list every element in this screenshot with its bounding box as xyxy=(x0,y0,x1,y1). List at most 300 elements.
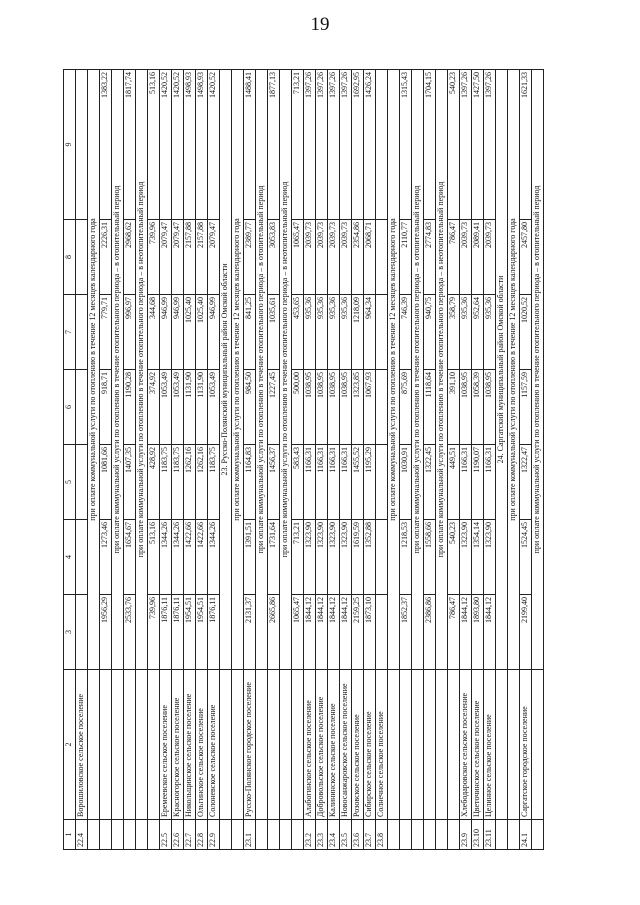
column-number: 2 xyxy=(64,670,76,820)
value-cell: 984,50 xyxy=(244,370,256,445)
condition-note-row xyxy=(136,70,148,850)
empty-cell xyxy=(280,670,292,820)
value-cell: 1420,52 xyxy=(208,70,220,220)
name-cell: Никольщинское сельское поселение xyxy=(184,670,196,820)
code-cell: 23.6 xyxy=(352,820,364,850)
value-cell: 1030,91 xyxy=(400,445,412,520)
value-cell xyxy=(376,295,388,370)
value-cell: 1038,95 xyxy=(460,370,472,445)
value-cell: 1131,90 xyxy=(196,370,208,445)
code-cell: 22.5 xyxy=(160,820,172,850)
value-cell: 1322,45 xyxy=(424,445,436,520)
table-row xyxy=(472,70,484,850)
value-cell: 344,68 xyxy=(148,295,160,370)
value-cell: 2039,73 xyxy=(340,220,352,295)
empty-cell xyxy=(112,670,124,820)
value-cell: 513,16 xyxy=(148,70,160,220)
condition-note-row xyxy=(508,70,520,850)
value-cell: 1183,75 xyxy=(160,445,172,520)
value-cell: 713,21 xyxy=(292,70,304,220)
empty-cell xyxy=(532,670,544,820)
value-cell: 2039,73 xyxy=(316,220,328,295)
empty-cell xyxy=(412,820,424,850)
value-cell: 1397,26 xyxy=(304,70,316,220)
value-cell: 2110,77 xyxy=(400,220,412,295)
value-cell: 1183,75 xyxy=(172,445,184,520)
value-cell: 1273,46 xyxy=(100,520,112,595)
name-cell: Целинное сельское поселение xyxy=(484,670,496,820)
table-row xyxy=(304,70,316,850)
value-cell: 1731,64 xyxy=(268,520,280,595)
value-cell: 2068,71 xyxy=(364,220,376,295)
empty-cell xyxy=(136,820,148,850)
value-cell: 1619,59 xyxy=(352,520,364,595)
table-row xyxy=(400,70,412,850)
value-cell: 1065,47 xyxy=(292,595,304,670)
value-cell: 935,36 xyxy=(304,295,316,370)
value-cell: 1391,51 xyxy=(244,520,256,595)
table-row xyxy=(460,70,472,850)
value-cell: 1020,52 xyxy=(520,295,532,370)
name-cell xyxy=(448,670,460,820)
value-cell: 1081,66 xyxy=(100,445,112,520)
value-cell: 1692,95 xyxy=(352,70,364,220)
value-cell: 1323,90 xyxy=(328,520,340,595)
value-cell: 2389,77 xyxy=(244,220,256,295)
value-cell: 453,65 xyxy=(292,295,304,370)
value-cell: 1852,37 xyxy=(400,595,412,670)
value-cell: 1397,26 xyxy=(316,70,328,220)
region-heading: 24. Саргатский муниципальный район Омской области xyxy=(496,70,508,670)
value-cell: 935,36 xyxy=(484,295,496,370)
empty-cell xyxy=(496,820,508,850)
value-cell: 1621,33 xyxy=(520,70,532,220)
name-cell: Ольгинское сельское поселение xyxy=(196,670,208,820)
condition-note: при оплате коммунальной услуги по отоплению в течение 12 месяцев календарного года xyxy=(232,70,244,670)
value-cell: 2533,76 xyxy=(124,595,136,670)
empty-cell xyxy=(88,820,100,850)
condition-note: при оплате коммунальной услуги по отоплению в течение отопительного периода – в отопительный период xyxy=(532,70,544,670)
empty-cell xyxy=(412,670,424,820)
value-cell: 1323,85 xyxy=(352,370,364,445)
empty-cell xyxy=(280,820,292,850)
value-cell: 1053,49 xyxy=(208,370,220,445)
table-row xyxy=(208,70,220,850)
value-cell: 1053,49 xyxy=(172,370,184,445)
code-cell: 23.5 xyxy=(340,820,352,850)
code-cell: 23.4 xyxy=(328,820,340,850)
table-row xyxy=(124,70,136,850)
code-cell: 23.2 xyxy=(304,820,316,850)
code-cell xyxy=(124,820,136,850)
condition-note: при оплате коммунальной услуги по отоплению в течение отопительного периода – в неотопительный период xyxy=(436,70,448,670)
value-cell: 1190,28 xyxy=(124,370,136,445)
value-cell: 358,79 xyxy=(448,295,460,370)
value-cell: 1704,15 xyxy=(424,70,436,220)
value-cell: 1654,67 xyxy=(124,520,136,595)
value-cell: 1218,09 xyxy=(352,295,364,370)
name-cell: Алабогинское сельское поселение xyxy=(304,670,316,820)
value-cell: 946,99 xyxy=(172,295,184,370)
value-cell: 1323,90 xyxy=(460,520,472,595)
value-cell: 1344,26 xyxy=(172,520,184,595)
value-cell: 1038,95 xyxy=(328,370,340,445)
value-cell: 1025,40 xyxy=(184,295,196,370)
empty-cell xyxy=(220,820,232,850)
value-cell: 428,92 xyxy=(148,445,160,520)
value-cell: 1058,39 xyxy=(472,370,484,445)
value-cell: 2968,62 xyxy=(124,220,136,295)
table-row xyxy=(268,70,280,850)
condition-note: при оплате коммунальной услуги по отоплению в течение 12 месяцев календарного года xyxy=(508,70,520,670)
empty-cell xyxy=(436,820,448,850)
value-cell: 964,34 xyxy=(364,295,376,370)
value-cell: 1893,80 xyxy=(472,595,484,670)
value-cell: 996,97 xyxy=(124,295,136,370)
value-cell: 1844,12 xyxy=(484,595,496,670)
value-cell: 1422,66 xyxy=(196,520,208,595)
value-cell: 786,47 xyxy=(448,595,460,670)
value-cell xyxy=(76,445,88,520)
code-cell xyxy=(424,820,436,850)
value-cell: 946,99 xyxy=(208,295,220,370)
condition-note-row xyxy=(532,70,544,850)
name-cell xyxy=(292,670,304,820)
column-number: 7 xyxy=(64,295,76,370)
name-cell xyxy=(124,670,136,820)
value-cell: 746,39 xyxy=(400,295,412,370)
condition-note: при оплате коммунальной услуги по отоплению в течение отопительного периода – в отопительный период xyxy=(256,70,268,670)
value-cell xyxy=(76,295,88,370)
value-cell: 739,96 xyxy=(148,220,160,295)
table-row xyxy=(424,70,436,850)
value-cell: 1067,93 xyxy=(364,370,376,445)
name-cell: Солнечное сельское поселение xyxy=(376,670,388,820)
empty-cell xyxy=(232,820,244,850)
value-cell: 2079,47 xyxy=(160,220,172,295)
condition-note: при оплате коммунальной услуги по отоплению в течение 12 месяцев календарного года xyxy=(88,70,100,670)
value-cell: 935,36 xyxy=(460,295,472,370)
value-cell: 935,36 xyxy=(328,295,340,370)
value-cell: 1873,10 xyxy=(364,595,376,670)
value-cell: 1262,16 xyxy=(184,445,196,520)
column-number: 4 xyxy=(64,520,76,595)
value-cell: 540,23 xyxy=(448,70,460,220)
value-cell: 1488,41 xyxy=(244,70,256,220)
column-number-row xyxy=(64,70,76,850)
table-row xyxy=(340,70,352,850)
value-cell: 500,00 xyxy=(292,370,304,445)
value-cell: 1323,90 xyxy=(304,520,316,595)
name-cell: Хлебодаровское сельское поселение xyxy=(460,670,472,820)
value-cell: 374,92 xyxy=(148,370,160,445)
value-cell: 583,43 xyxy=(292,445,304,520)
value-cell: 1190,07 xyxy=(472,445,484,520)
value-cell: 1498,93 xyxy=(184,70,196,220)
page-number: 19 xyxy=(310,14,330,35)
name-cell: Цветочинское сельское поселение xyxy=(472,670,484,820)
code-cell xyxy=(268,820,280,850)
condition-note-row xyxy=(256,70,268,850)
code-cell: 22.6 xyxy=(172,820,184,850)
value-cell: 1876,11 xyxy=(172,595,184,670)
value-cell: 1877,13 xyxy=(268,70,280,220)
empty-cell xyxy=(220,670,232,820)
value-cell xyxy=(76,220,88,295)
value-cell: 540,23 xyxy=(448,520,460,595)
name-cell: Калининское сельское поселение xyxy=(328,670,340,820)
empty-cell xyxy=(496,670,508,820)
value-cell: 1166,31 xyxy=(484,445,496,520)
value-cell: 1038,95 xyxy=(484,370,496,445)
value-cell: 2039,73 xyxy=(328,220,340,295)
value-cell: 841,25 xyxy=(244,295,256,370)
table-row xyxy=(148,70,160,850)
column-number: 1 xyxy=(64,820,76,850)
code-cell: 23.10 xyxy=(472,820,484,850)
value-cell: 1558,66 xyxy=(424,520,436,595)
code-cell xyxy=(292,820,304,850)
name-cell: Красногорское сельское поселение xyxy=(172,670,184,820)
empty-cell xyxy=(88,670,100,820)
value-cell: 391,10 xyxy=(448,370,460,445)
table-row xyxy=(292,70,304,850)
value-cell: 513,16 xyxy=(148,520,160,595)
name-cell: Саргатское городское поселение xyxy=(520,670,532,820)
value-cell: 2354,86 xyxy=(352,220,364,295)
value-cell: 1456,37 xyxy=(268,445,280,520)
table-row xyxy=(328,70,340,850)
table-row xyxy=(364,70,376,850)
value-cell xyxy=(376,220,388,295)
value-cell: 935,36 xyxy=(340,295,352,370)
value-cell: 1218,53 xyxy=(400,520,412,595)
value-cell: 1954,51 xyxy=(184,595,196,670)
empty-cell xyxy=(256,820,268,850)
value-cell: 946,99 xyxy=(160,295,172,370)
value-cell: 1164,83 xyxy=(244,445,256,520)
value-cell: 1322,47 xyxy=(520,445,532,520)
value-cell xyxy=(376,445,388,520)
value-cell: 1166,31 xyxy=(340,445,352,520)
column-number: 8 xyxy=(64,220,76,295)
value-cell: 1455,52 xyxy=(352,445,364,520)
value-cell: 1397,26 xyxy=(340,70,352,220)
value-cell: 1397,26 xyxy=(484,70,496,220)
code-cell: 24.1 xyxy=(520,820,532,850)
value-cell xyxy=(76,520,88,595)
table-row xyxy=(172,70,184,850)
condition-note: при оплате коммунальной услуги по отоплению в течение отопительного периода – в отопительный период xyxy=(412,70,424,670)
table-row xyxy=(160,70,172,850)
value-cell: 1354,14 xyxy=(472,520,484,595)
value-cell: 1397,26 xyxy=(328,70,340,220)
value-cell: 786,47 xyxy=(448,220,460,295)
empty-cell xyxy=(256,670,268,820)
condition-note-row xyxy=(112,70,124,850)
name-cell: Сибирское сельское поселение xyxy=(364,670,376,820)
value-cell: 875,69 xyxy=(400,370,412,445)
table-row xyxy=(520,70,532,850)
empty-cell xyxy=(112,820,124,850)
value-cell: 1397,26 xyxy=(460,70,472,220)
value-cell: 2457,80 xyxy=(520,220,532,295)
value-cell xyxy=(376,595,388,670)
value-cell: 1157,59 xyxy=(520,370,532,445)
condition-note-row xyxy=(232,70,244,850)
value-cell: 1323,90 xyxy=(316,520,328,595)
table-row xyxy=(100,70,112,850)
value-cell: 2665,86 xyxy=(268,595,280,670)
value-cell: 2079,47 xyxy=(172,220,184,295)
value-cell: 1844,12 xyxy=(304,595,316,670)
value-cell: 1323,90 xyxy=(340,520,352,595)
column-number: 3 xyxy=(64,595,76,670)
name-cell: Новосанжаровское сельское поселение xyxy=(340,670,352,820)
value-cell: 1844,12 xyxy=(328,595,340,670)
value-cell: 1038,95 xyxy=(340,370,352,445)
value-cell: 1844,12 xyxy=(340,595,352,670)
empty-cell xyxy=(388,670,400,820)
value-cell: 1038,95 xyxy=(316,370,328,445)
table-row xyxy=(76,70,88,850)
value-cell xyxy=(376,70,388,220)
code-cell: 23.11 xyxy=(484,820,496,850)
value-cell xyxy=(76,595,88,670)
condition-note-row xyxy=(280,70,292,850)
empty-cell xyxy=(388,820,400,850)
region-heading-row xyxy=(496,70,508,850)
code-cell: 23.7 xyxy=(364,820,376,850)
name-cell xyxy=(268,670,280,820)
code-cell xyxy=(100,820,112,850)
code-cell: 22.8 xyxy=(196,820,208,850)
value-cell: 935,36 xyxy=(316,295,328,370)
table-row xyxy=(376,70,388,850)
code-cell: 23.1 xyxy=(244,820,256,850)
value-cell: 1422,66 xyxy=(184,520,196,595)
tariff-table xyxy=(63,69,544,850)
value-cell: 2226,31 xyxy=(100,220,112,295)
value-cell: 1383,22 xyxy=(100,70,112,220)
value-cell: 1038,95 xyxy=(304,370,316,445)
value-cell: 2199,40 xyxy=(520,595,532,670)
value-cell: 1956,29 xyxy=(100,595,112,670)
value-cell: 1844,12 xyxy=(460,595,472,670)
value-cell: 1352,88 xyxy=(364,520,376,595)
condition-note-row xyxy=(88,70,100,850)
value-cell: 1323,90 xyxy=(484,520,496,595)
value-cell: 1166,31 xyxy=(328,445,340,520)
value-cell: 952,64 xyxy=(472,295,484,370)
value-cell: 1166,31 xyxy=(316,445,328,520)
name-cell: Еремеевское сельское поселение xyxy=(160,670,172,820)
code-cell xyxy=(400,820,412,850)
value-cell: 918,71 xyxy=(100,370,112,445)
value-cell: 449,51 xyxy=(448,445,460,520)
name-cell: Добровольское сельское поселение xyxy=(316,670,328,820)
empty-cell xyxy=(508,670,520,820)
value-cell: 1166,31 xyxy=(304,445,316,520)
value-cell: 2131,37 xyxy=(244,595,256,670)
value-cell: 1025,40 xyxy=(196,295,208,370)
rotated-table-container xyxy=(63,70,571,850)
value-cell: 1344,26 xyxy=(208,520,220,595)
value-cell: 739,96 xyxy=(148,595,160,670)
code-cell: 22.4 xyxy=(76,820,88,850)
value-cell: 2039,73 xyxy=(460,220,472,295)
condition-note-row xyxy=(412,70,424,850)
value-cell: 1876,11 xyxy=(208,595,220,670)
value-cell: 1195,29 xyxy=(364,445,376,520)
column-number: 9 xyxy=(64,70,76,220)
value-cell: 2157,88 xyxy=(184,220,196,295)
empty-cell xyxy=(232,670,244,820)
value-cell: 940,75 xyxy=(424,295,436,370)
code-cell xyxy=(148,820,160,850)
condition-note: при оплате коммунальной услуги по отоплению в течение 12 месяцев календарного года xyxy=(388,70,400,670)
value-cell: 1420,52 xyxy=(160,70,172,220)
code-cell: 23.3 xyxy=(316,820,328,850)
value-cell: 3053,83 xyxy=(268,220,280,295)
value-cell: 1407,35 xyxy=(124,445,136,520)
empty-cell xyxy=(508,820,520,850)
condition-note: при оплате коммунальной услуги по отоплению в течение отопительного периода – в неотопительный период xyxy=(280,70,292,670)
empty-cell xyxy=(136,670,148,820)
value-cell: 2039,73 xyxy=(304,220,316,295)
value-cell: 1227,45 xyxy=(268,370,280,445)
table-row xyxy=(244,70,256,850)
code-cell: 23.8 xyxy=(376,820,388,850)
column-number: 6 xyxy=(64,370,76,445)
value-cell xyxy=(376,370,388,445)
value-cell: 1315,43 xyxy=(400,70,412,220)
value-cell: 1118,64 xyxy=(424,370,436,445)
value-cell: 2039,73 xyxy=(484,220,496,295)
name-cell: Ворошиловское сельское поселение xyxy=(76,670,88,820)
value-cell: 2157,88 xyxy=(196,220,208,295)
value-cell: 1065,47 xyxy=(292,220,304,295)
table-row xyxy=(448,70,460,850)
table-row xyxy=(316,70,328,850)
value-cell: 1183,75 xyxy=(208,445,220,520)
value-cell: 2386,86 xyxy=(424,595,436,670)
name-cell xyxy=(100,670,112,820)
value-cell xyxy=(76,370,88,445)
value-cell: 1954,51 xyxy=(196,595,208,670)
value-cell: 1053,49 xyxy=(160,370,172,445)
value-cell xyxy=(76,70,88,220)
value-cell: 779,71 xyxy=(100,295,112,370)
value-cell: 1524,45 xyxy=(520,520,532,595)
name-cell xyxy=(148,670,160,820)
code-cell: 22.7 xyxy=(184,820,196,850)
value-cell: 2159,25 xyxy=(352,595,364,670)
name-cell: Розовское сельское поселение xyxy=(352,670,364,820)
code-cell: 23.9 xyxy=(460,820,472,850)
code-cell xyxy=(448,820,460,850)
region-heading: 23. Русско-Полянский муниципальный район Омской области xyxy=(220,70,232,670)
condition-note: при оплате коммунальной услуги по отоплению в течение отопительного периода – в неотопительный период xyxy=(136,70,148,670)
value-cell: 1427,50 xyxy=(472,70,484,220)
name-cell: Русско-Полянское городское поселение xyxy=(244,670,256,820)
value-cell: 1420,52 xyxy=(172,70,184,220)
name-cell xyxy=(400,670,412,820)
table-body xyxy=(64,70,544,850)
code-cell: 22.9 xyxy=(208,820,220,850)
name-cell xyxy=(424,670,436,820)
value-cell: 1876,11 xyxy=(160,595,172,670)
